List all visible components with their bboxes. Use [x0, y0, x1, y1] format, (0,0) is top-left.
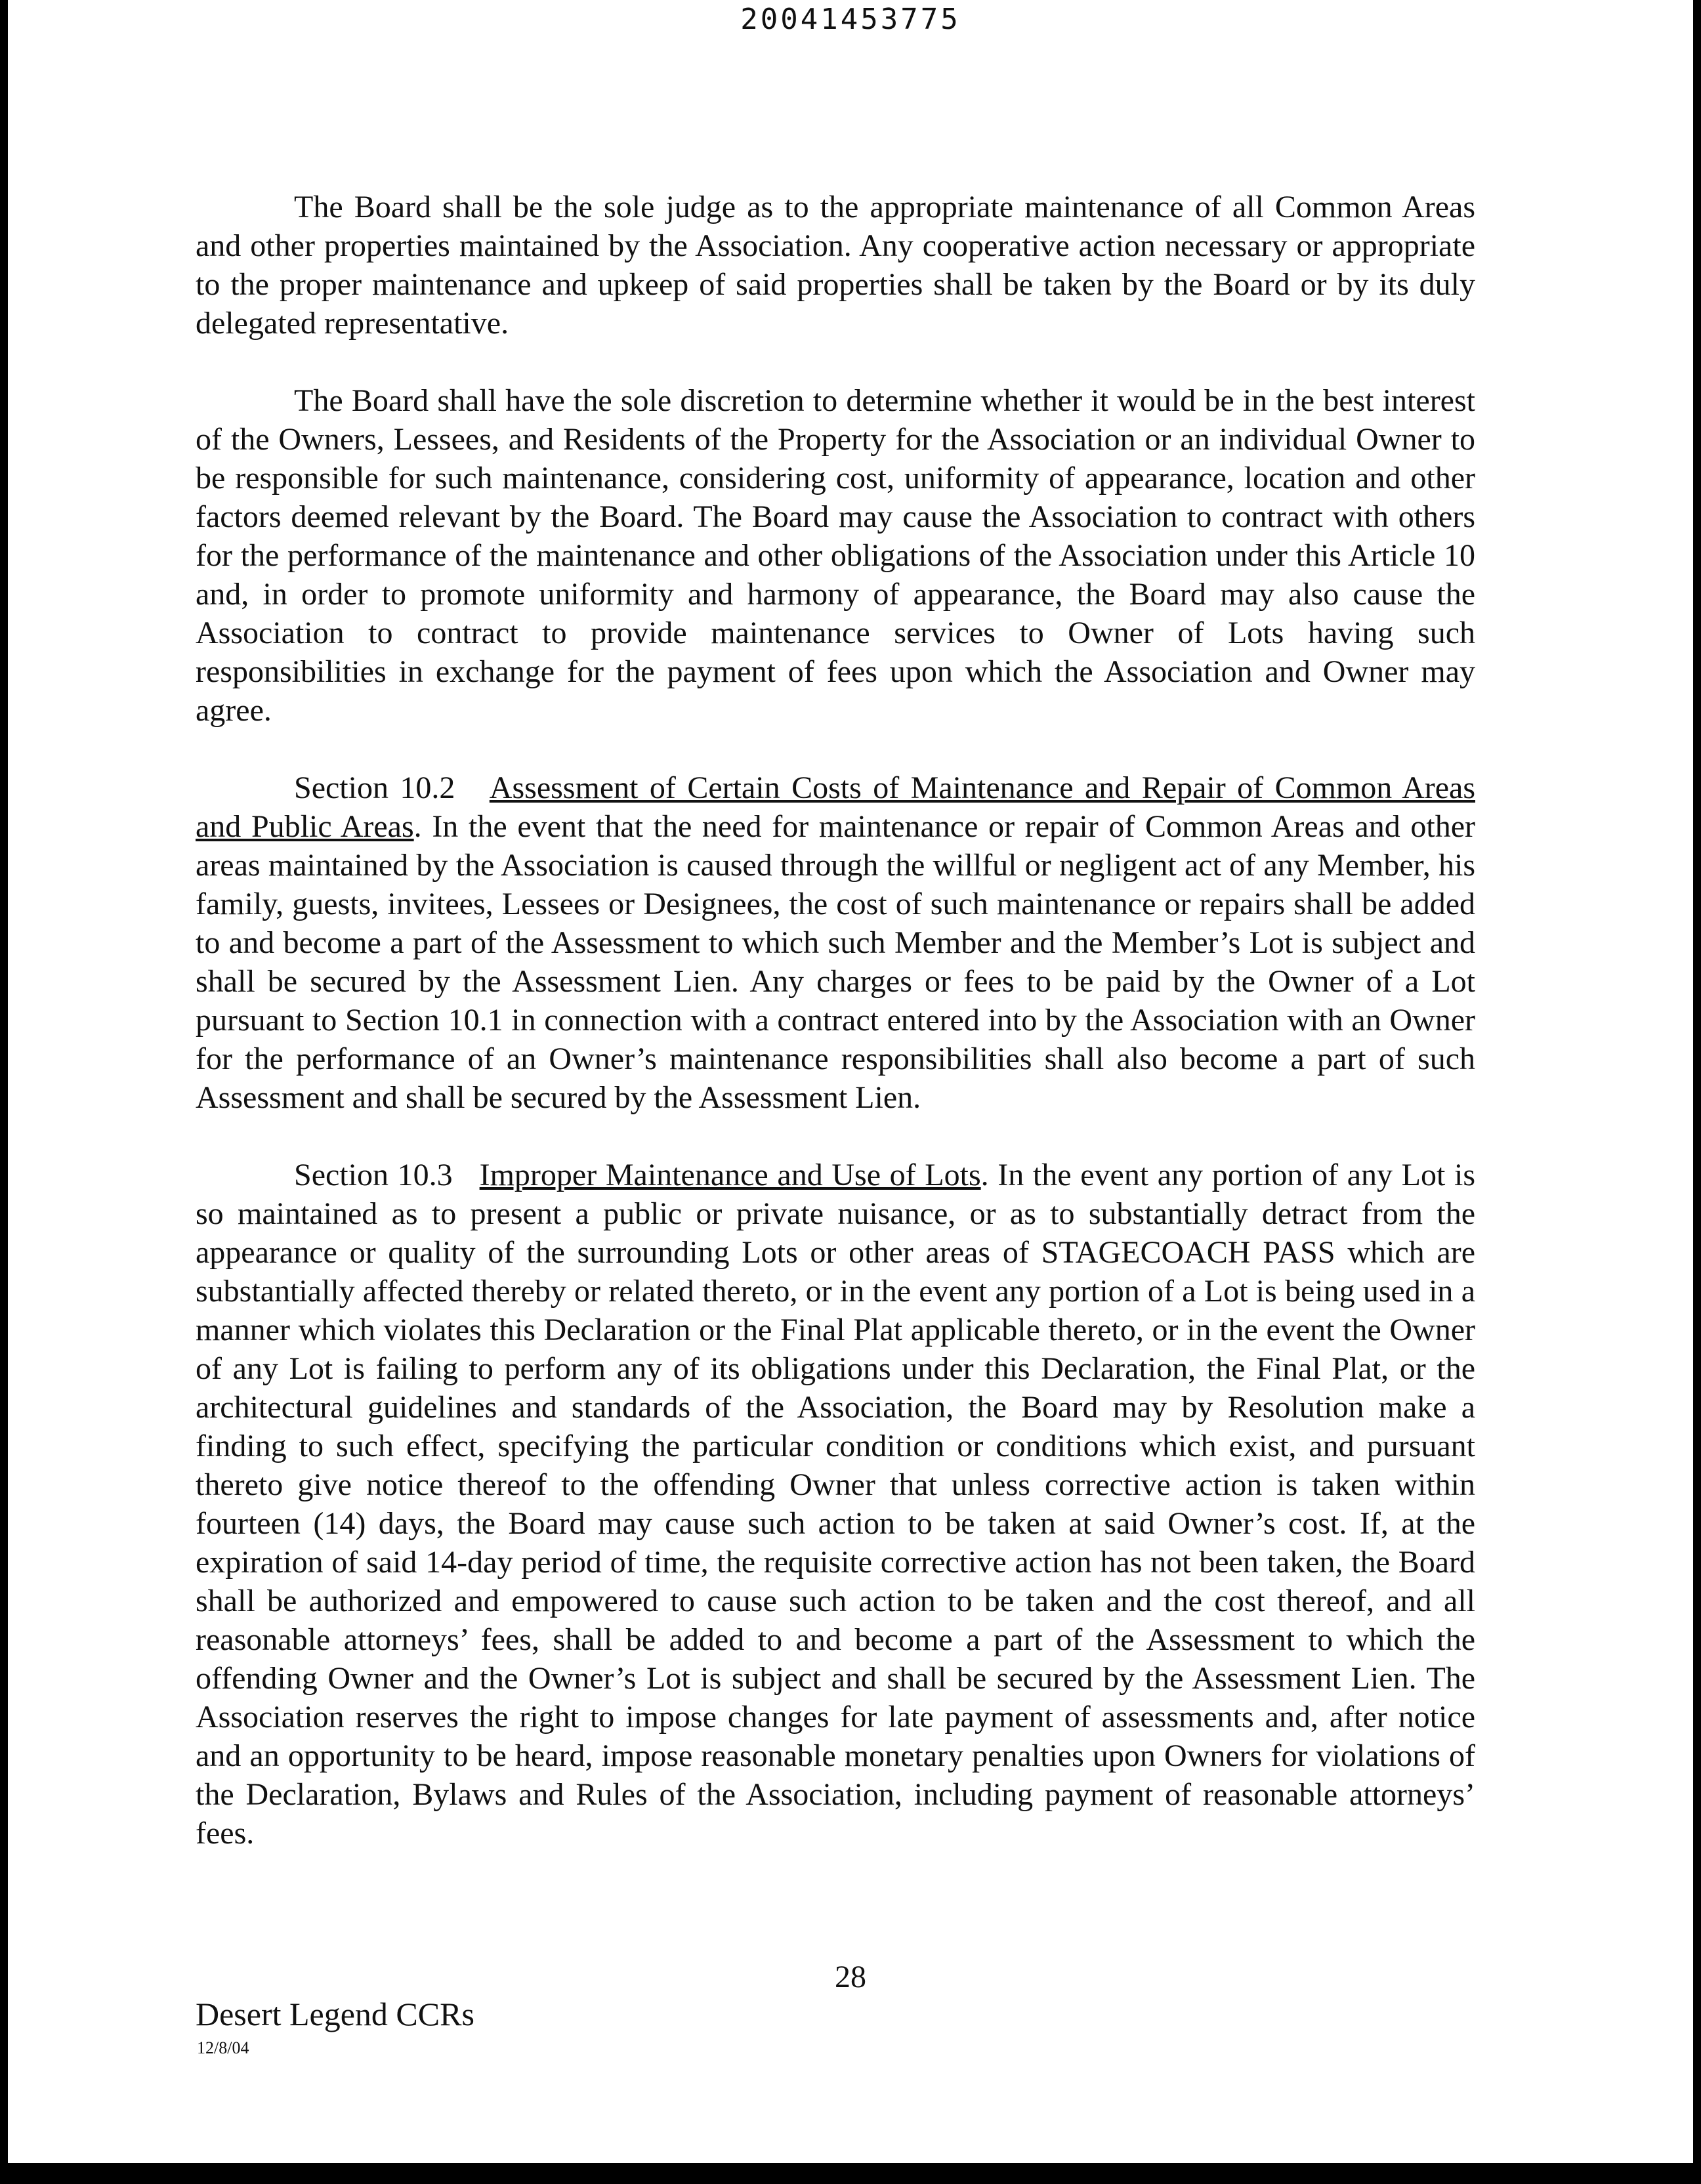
paragraph-text: The Board shall be the sole judge as to the appropriate maintenance of all Common Areas and other properties maintained by the Association. Any cooperative action necessary or appropriate to the proper maintenance and upkeep of said properties shall be taken by the Board or by its duly delegated representative. — [196, 190, 1475, 341]
section-heading: Assessment of Certain Costs of Maintenance and Repair of Common Areas and Public Areas — [196, 770, 1476, 844]
page-number: 28 — [835, 1960, 866, 1994]
paragraph-text: The Board shall have the sole discretion to determine whether it would be in the best interest of the Owners, Lessees, and Residents of the Property for the Association or an individual Owner to be responsible for such maintenance, considering cost, uniformity of appearance, location and other factors deemed relevant by the Board. The Board may cause the Association to contract with others for the performance of the maintenance and other obligations of the Association under this Article 10 and, in order to promote uniformity and harmony of appearance, the Board may also cause the Association to contract to provide maintenance services to Owner of Lots having such responsibilities in exchange for the payment of fees upon which the Association and Owner may agree. — [196, 383, 1475, 728]
paragraph-board-discretion — [196, 381, 1475, 730]
footer-date: 12/8/04 — [197, 2038, 249, 2057]
section-label: Section 10.2 — [294, 770, 455, 805]
paragraph-text: . In the event that the need for maintenance or repair of Common Areas and other areas maintained by the Association is caused through the willful or negligent act of any Member, his family, guests, invitees, Lessees or Designees, the cost of such maintenance or repairs shall be added to and become a part of the Assessment to which such Member and the Member’s Lot is subject and shall be secured by the Assessment Lien. Any charges or fees to be paid by the Owner of a Lot pursuant to Section 10.1 in connection with a contract entered into by the Association with an Owner for the performance of an Owner’s maintenance responsibilities shall also become a part of such Assessment and shall be secured by the Assessment Lien. — [196, 809, 1475, 1115]
footer-document-title: Desert Legend CCRs — [196, 1996, 474, 2032]
document-id-number: 20041453775 — [740, 3, 961, 36]
section-10-2-paragraph — [196, 768, 1475, 1117]
scan-border-right — [1693, 0, 1701, 2184]
document-body — [196, 188, 1475, 1891]
section-heading: Improper Maintenance and Use of Lots — [479, 1158, 981, 1192]
paragraph-text: . In the event any portion of any Lot is so maintained as to present a public or private nuisance, or as to substantially detract from the appearance or quality of the surrounding Lots or other areas of STAGECOACH PASS which are substantially affected thereby or related thereto, or in the event any portion of a Lot is being used in a manner which violates this Declaration or the Final Plat applicable thereto, or in the event the Owner of any Lot is failing to perform any of its obligations under this Declaration, the Final Plat, or the architectural guidelines and standards of the Association, the Board may by Resolution make a finding to such effect, specifying the particular condition or conditions which exist, and pursuant thereto give notice thereof to the offending Owner that unless corrective action is taken within fourteen (14) days, the Board may cause such action to be taken at said Owner’s cost. If, at the expiration of said 14-day period of time, the requisite corrective action has not been taken, the Board shall be authorized and empowered to cause such action to be taken and the cost thereof, and all reasonable attorneys’ fees, shall be added to and become a part of the Assessment to which the offending Owner and the Owner’s Lot is subject and shall be secured by the Assessment Lien. The Association reserves the right to impose changes for late payment of assessments and, after notice and an opportunity to be heard, impose reasonable monetary penalties upon Owners for violations of the Declaration, Bylaws and Rules of the Association, including payment of reasonable attorneys’ fees. — [196, 1158, 1476, 1851]
section-label: Section 10.3 — [294, 1158, 453, 1192]
paragraph-board-judge — [196, 188, 1475, 343]
scan-border-left — [0, 0, 8, 2184]
scan-border-bottom — [0, 2163, 1701, 2184]
section-10-3-paragraph — [196, 1156, 1475, 1853]
